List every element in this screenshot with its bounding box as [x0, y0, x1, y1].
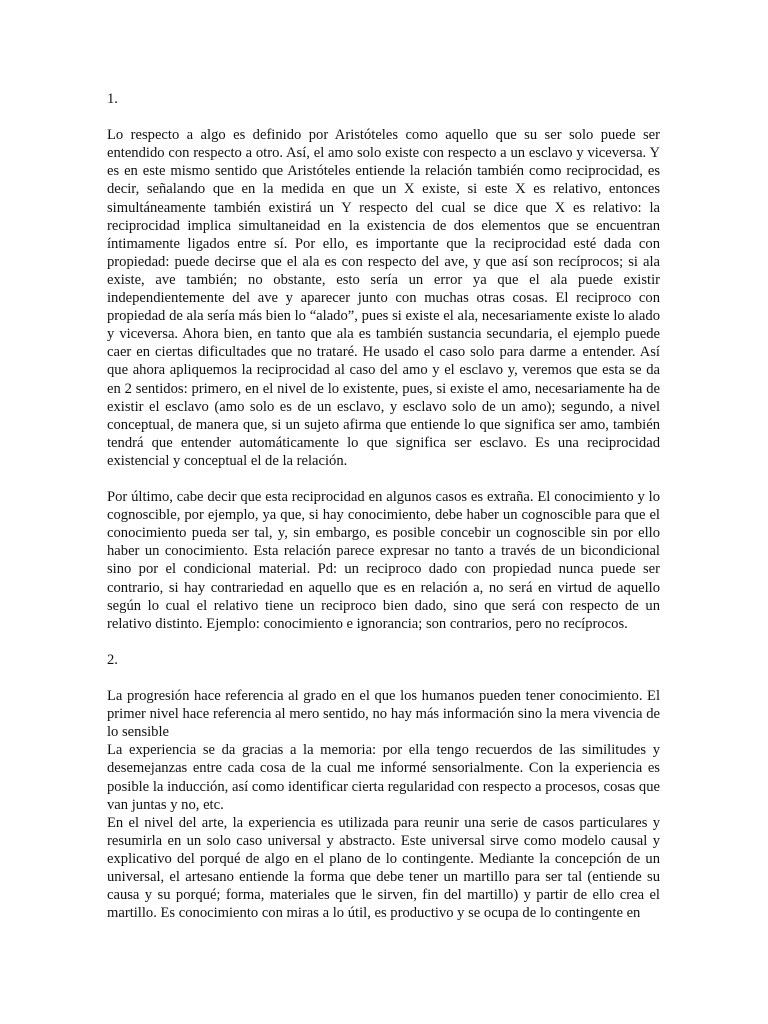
section-1-number: 1. [107, 91, 118, 107]
section-2-number: 2. [107, 651, 118, 668]
document-page [107, 90, 660, 922]
section-2-paragraph-1: La progresión hace referencia al grado en el que los humanos pueden tener conocimiento. El primer nivel hace referencia al mero sentido, no hay más información sino la mera vivencia de lo sensible [107, 688, 660, 741]
section-1-paragraph-1: Lo respecto a algo es definido por Aristóteles como aquello que su ser solo puede ser entendido con respecto a otro. Así, el amo solo existe con respecto a un esclavo y viceversa. Y es en este mismo sentido que Aristóteles entiende la relación también como reciprocidad, es decir, señalando que en la medida en que un X existe, si este X es relativo, entonces simultáneamente también existirá un Y respecto del cual se dice que X es relativo: la reciprocidad implica simultaneidad en la existencia de dos elementos que se encuentran íntimamente ligados entre sí. Por ello, es importante que la reciprocidad esté dada con propiedad: puede decirse que el ala es con respecto del ave, y que así son recíprocos; si ala existe, ave también; no obstante, esto sería un error ya que el ala puede existir independientemente del ave y aparecer junto con muchas otras cosas. El reciproco con propiedad de ala sería más bien lo “alado”, pues si existe el ala, necesariamente existe lo alado y viceversa. Ahora bien, en tanto que ala es también sustancia secundaria, el ejemplo puede caer en ciertas dificultades que no trataré. He usado el caso solo para darme a entender. Así que ahora apliquemos la reciprocidad al caso del amo y el esclavo y, veremos que esta se da en 2 sentidos: primero, en el nivel de lo existente, pues, si existe el amo, necesariamente ha de existir el esclavo (amo solo es de un esclavo, y esclavo solo de un amo); segundo, a nivel conceptual, de manera que, si un sujeto afirma que entiende lo que significa ser amo, también tendrá que entender automáticamente lo que significa ser esclavo. Es una reciprocidad existencial y conceptual el de la relación. [107, 127, 660, 469]
spacer [107, 633, 660, 651]
section-2-paragraph-2: La experiencia se da gracias a la memoria: por ella tengo recuerdos de las similitudes y desemejanzas entre cada cosa de la cual me informé sensorialmente. Con la experiencia es posible la inducción, así como identificar cierta regularidad con respecto a procesos, cosas que van juntas y no, etc. [107, 742, 660, 813]
section-1-paragraph-2: Por último, cabe decir que esta reciprocidad en algunos casos es extraña. El conocimiento y lo cognoscible, por ejemplo, ya que, si hay conocimiento, debe haber un cognoscible para que el conocimiento pueda ser tal, y, sin embargo, es posible concebir un cognoscible sin por ello haber un conocimiento. Esta relación parece expresar no tanto a través de un bicondicional sino por el condicional material. Pd: un reciproco dado con propiedad nunca puede ser contrario, si hay contrariedad en aquello que es en relación a, no será en virtud de aquello según lo cual el relativo tiene un reciproco bien dado, sino que será con respecto de un relativo distinto. Ejemplo: conocimiento e ignorancia; son contrarios, pero no recíprocos. [107, 489, 660, 632]
spacer [107, 669, 660, 687]
spacer [107, 108, 660, 126]
spacer [107, 470, 660, 488]
section-2-paragraph-3: En el nivel del arte, la experiencia es utilizada para reunir una serie de casos particulares y resumirla en un solo caso universal y abstracto. Este universal sirve como modelo causal y explicativo del porqué de algo en el plano de lo contingente. Mediante la concepción de un universal, el artesano entiende la forma que debe tener un martillo para ser tal (entiende su causa y su porqué; forma, materiales que le sirven, fin del martillo) y partir de ello crea el martillo. Es conocimiento con miras a lo útil, es productivo y se ocupa de lo contingente en [107, 814, 660, 922]
